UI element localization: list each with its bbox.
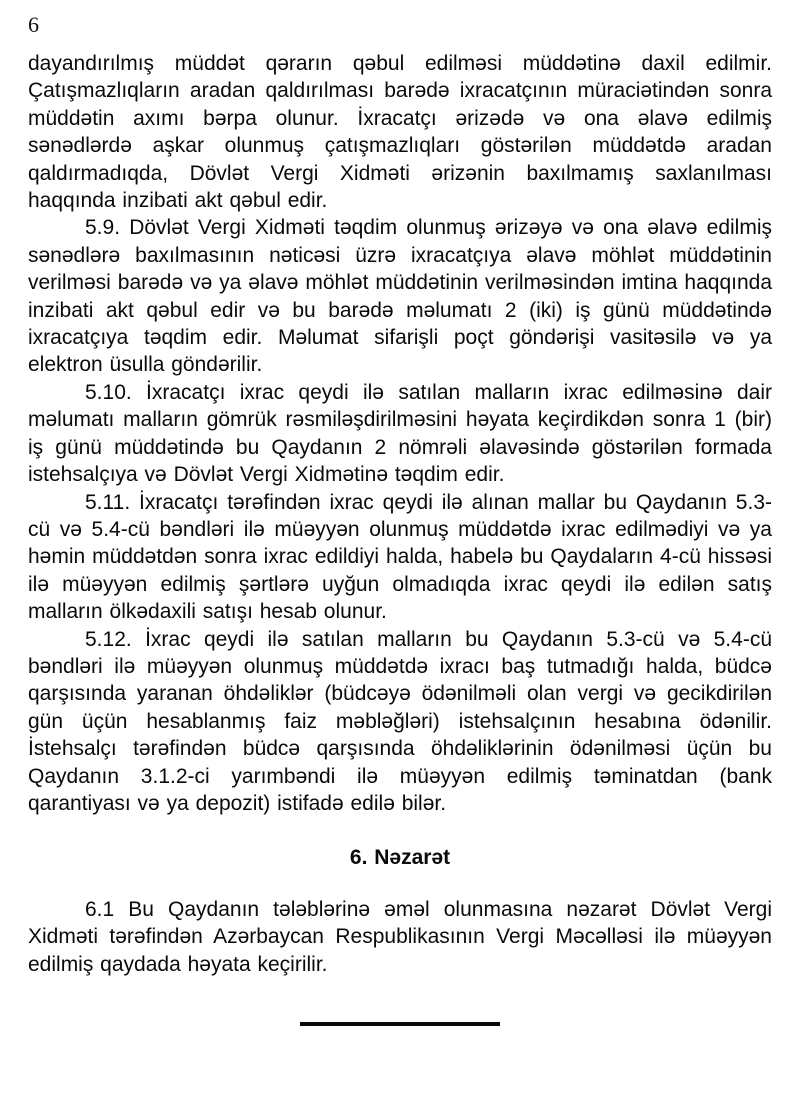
document-body [28, 50, 772, 1026]
paragraph-continuation: dayandırılmış müddət qərarın qəbul edilməsi müddətinə daxil edilmir. Çatışmazlıqların aradan qaldırılması barədə ixracatçının müraciətindən sonra müddətin axımı bərpa olunur. İxracatçı ərizədə və ona əlavə edilmiş sənədlərdə aşkar olunmuş çatışmazlıqları göstərilən müddətdə aradan qaldırmadıqda, Dövlət Vergi Xidməti ərizənin baxılmamış saxlanılması haqqında inzibati akt qəbul edir. [28, 52, 772, 213]
paragraph-5-11: 5.11. İxracatçı tərəfindən ixrac qeydi ilə alınan mallar bu Qaydanın 5.3-cü və 5.4-cü bəndləri ilə müəyyən olunmuş müddətdə ixrac edilmədiyi və ya həmin müddətdən sonra ixrac edildiyi halda, habelə bu Qaydaların 4-cü hissəsi ilə müəyyən edilmiş şərtlərə uyğun olmadıqda ixrac qeydi ilə edilən satış malların ölkədaxili satışı hesab olunur. [28, 490, 772, 624]
section-heading: 6. Nəzarət [349, 846, 451, 870]
page-number: 6 [28, 12, 39, 37]
paragraph-5-12: 5.12. İxrac qeydi ilə satılan malların bu Qaydanın 5.3-cü və 5.4-cü bəndləri ilə müəyyən olunmuş müddətdə ixracı baş tutmadığı halda, büdcə qarşısında yaranan öhdəliklər (büdcəyə ödənilməli olan vergi və gecikdirilən gün üçün hesablanmış faiz məbləğləri) istehsalçının hesabına ödənilir. İstehsalçı tərəfindən büdcə qarşısında öhdəliklərinin ödənilməsi üçün bu Qaydanın 3.1.2-ci yarımbəndi ilə müəyyən edilmiş təminatdan (bank qarantiyası və ya depozit) istifadə edilə bilər. [28, 627, 772, 815]
paragraph-5-10: 5.10. İxracatçı ixrac qeydi ilə satılan malların ixrac edilməsinə dair məlumatı malların gömrük rəsmiləşdirilməsini həyata keçirdikdən sonra 1 (bir) iş günü müddətində bu Qaydanın 2 nömrəli əlavəsində göstərilən formada istehsalçıya və Dövlət Vergi Xidmətinə təqdim edir. [28, 380, 772, 487]
section-end-rule [300, 1022, 500, 1026]
paragraph-6-1: 6.1 Bu Qaydanın tələblərinə əməl olunmasına nəzarət Dövlət Vergi Xidməti tərəfindən Azərbaycan Respublikasının Vergi Məcəlləsi ilə müəyyən edilmiş qaydada həyata keçirilir. [28, 897, 772, 976]
paragraph-5-9: 5.9. Dövlət Vergi Xidməti təqdim olunmuş ərizəyə və ona əlavə edilmiş sənədlərə baxılmasının nəticəsi üzrə ixracatçıya əlavə möhlət müddətinin verilməsi barədə və ya əlavə möhlət müddətinin verilməsindən imtina haqqında inzibati akt qəbul edir və bu barədə məlumatı 2 (iki) iş günü müddətində ixracatçıya təqdim edir. Məlumat sifarişli poçt göndərişi vasitəsilə və ya elektron üsulla göndərilir. [28, 216, 772, 377]
